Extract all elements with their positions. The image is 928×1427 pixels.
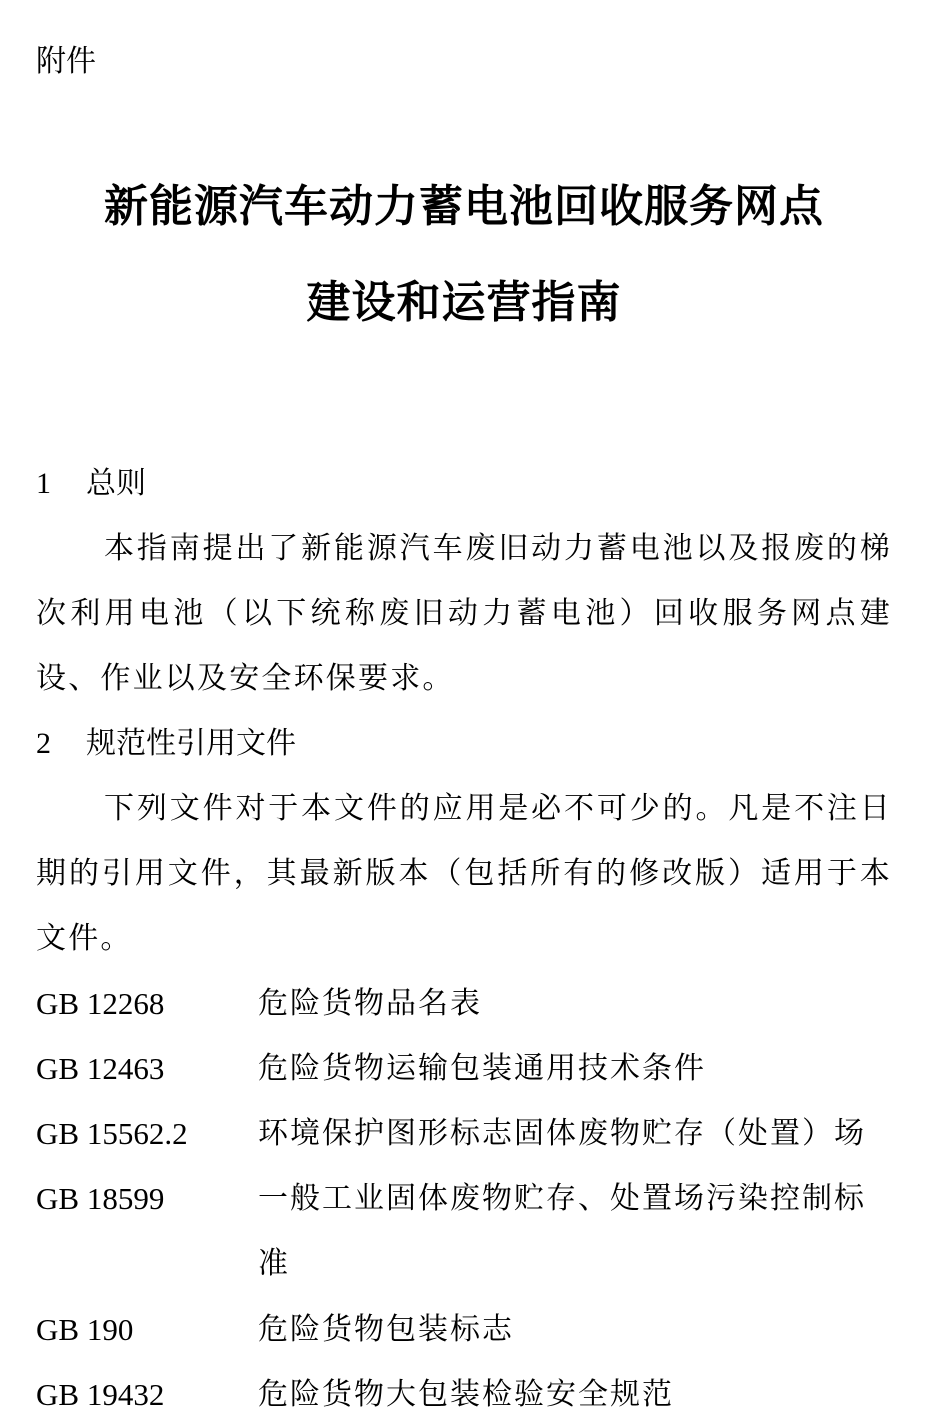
document-title-line-1: 新能源汽车动力蓄电池回收服务网点 xyxy=(104,181,824,232)
section-title: 规范性引用文件 xyxy=(86,726,296,761)
section-number: 1 xyxy=(36,467,51,500)
standard-code: GB 15562.2 xyxy=(36,1116,188,1151)
standard-title: 危险货物包装标志 xyxy=(258,1312,514,1347)
section-paragraph-general: 本指南提出了新能源汽车废旧动力蓄电池以及报废的梯次利用电池（以下统称废旧动力蓄电池）回收服务网点建设、作业以及安全环保要求。 xyxy=(36,531,892,696)
standard-title: 危险货物运输包装通用技术条件 xyxy=(258,1051,706,1086)
attachment-label: 附件 xyxy=(36,44,96,79)
section-title: 总则 xyxy=(86,466,146,501)
section-heading-references xyxy=(36,722,296,766)
standard-code: GB 19432 xyxy=(36,1377,165,1412)
section-heading-general xyxy=(36,462,146,506)
standard-code: GB 190 xyxy=(36,1312,134,1347)
standard-title: 危险货物品名表 xyxy=(258,986,482,1021)
document-title-line-2: 建设和运营指南 xyxy=(306,277,622,328)
standard-title: 危险货物大包装检验安全规范 xyxy=(258,1377,674,1412)
standard-code: GB 18599 xyxy=(36,1181,165,1216)
section-number: 2 xyxy=(36,727,51,760)
standard-title: 一般工业固体废物贮存、处置场污染控制标准 xyxy=(258,1181,866,1281)
section-paragraph-references: 下列文件对于本文件的应用是必不可少的。凡是不注日期的引用文件，其最新版本（包括所有的修改版）适用于本文件。 xyxy=(36,791,892,956)
standard-code: GB 12268 xyxy=(36,986,165,1021)
standard-title: 环境保护图形标志固体废物贮存（处置）场 xyxy=(258,1116,866,1151)
standard-code: GB 12463 xyxy=(36,1051,165,1086)
